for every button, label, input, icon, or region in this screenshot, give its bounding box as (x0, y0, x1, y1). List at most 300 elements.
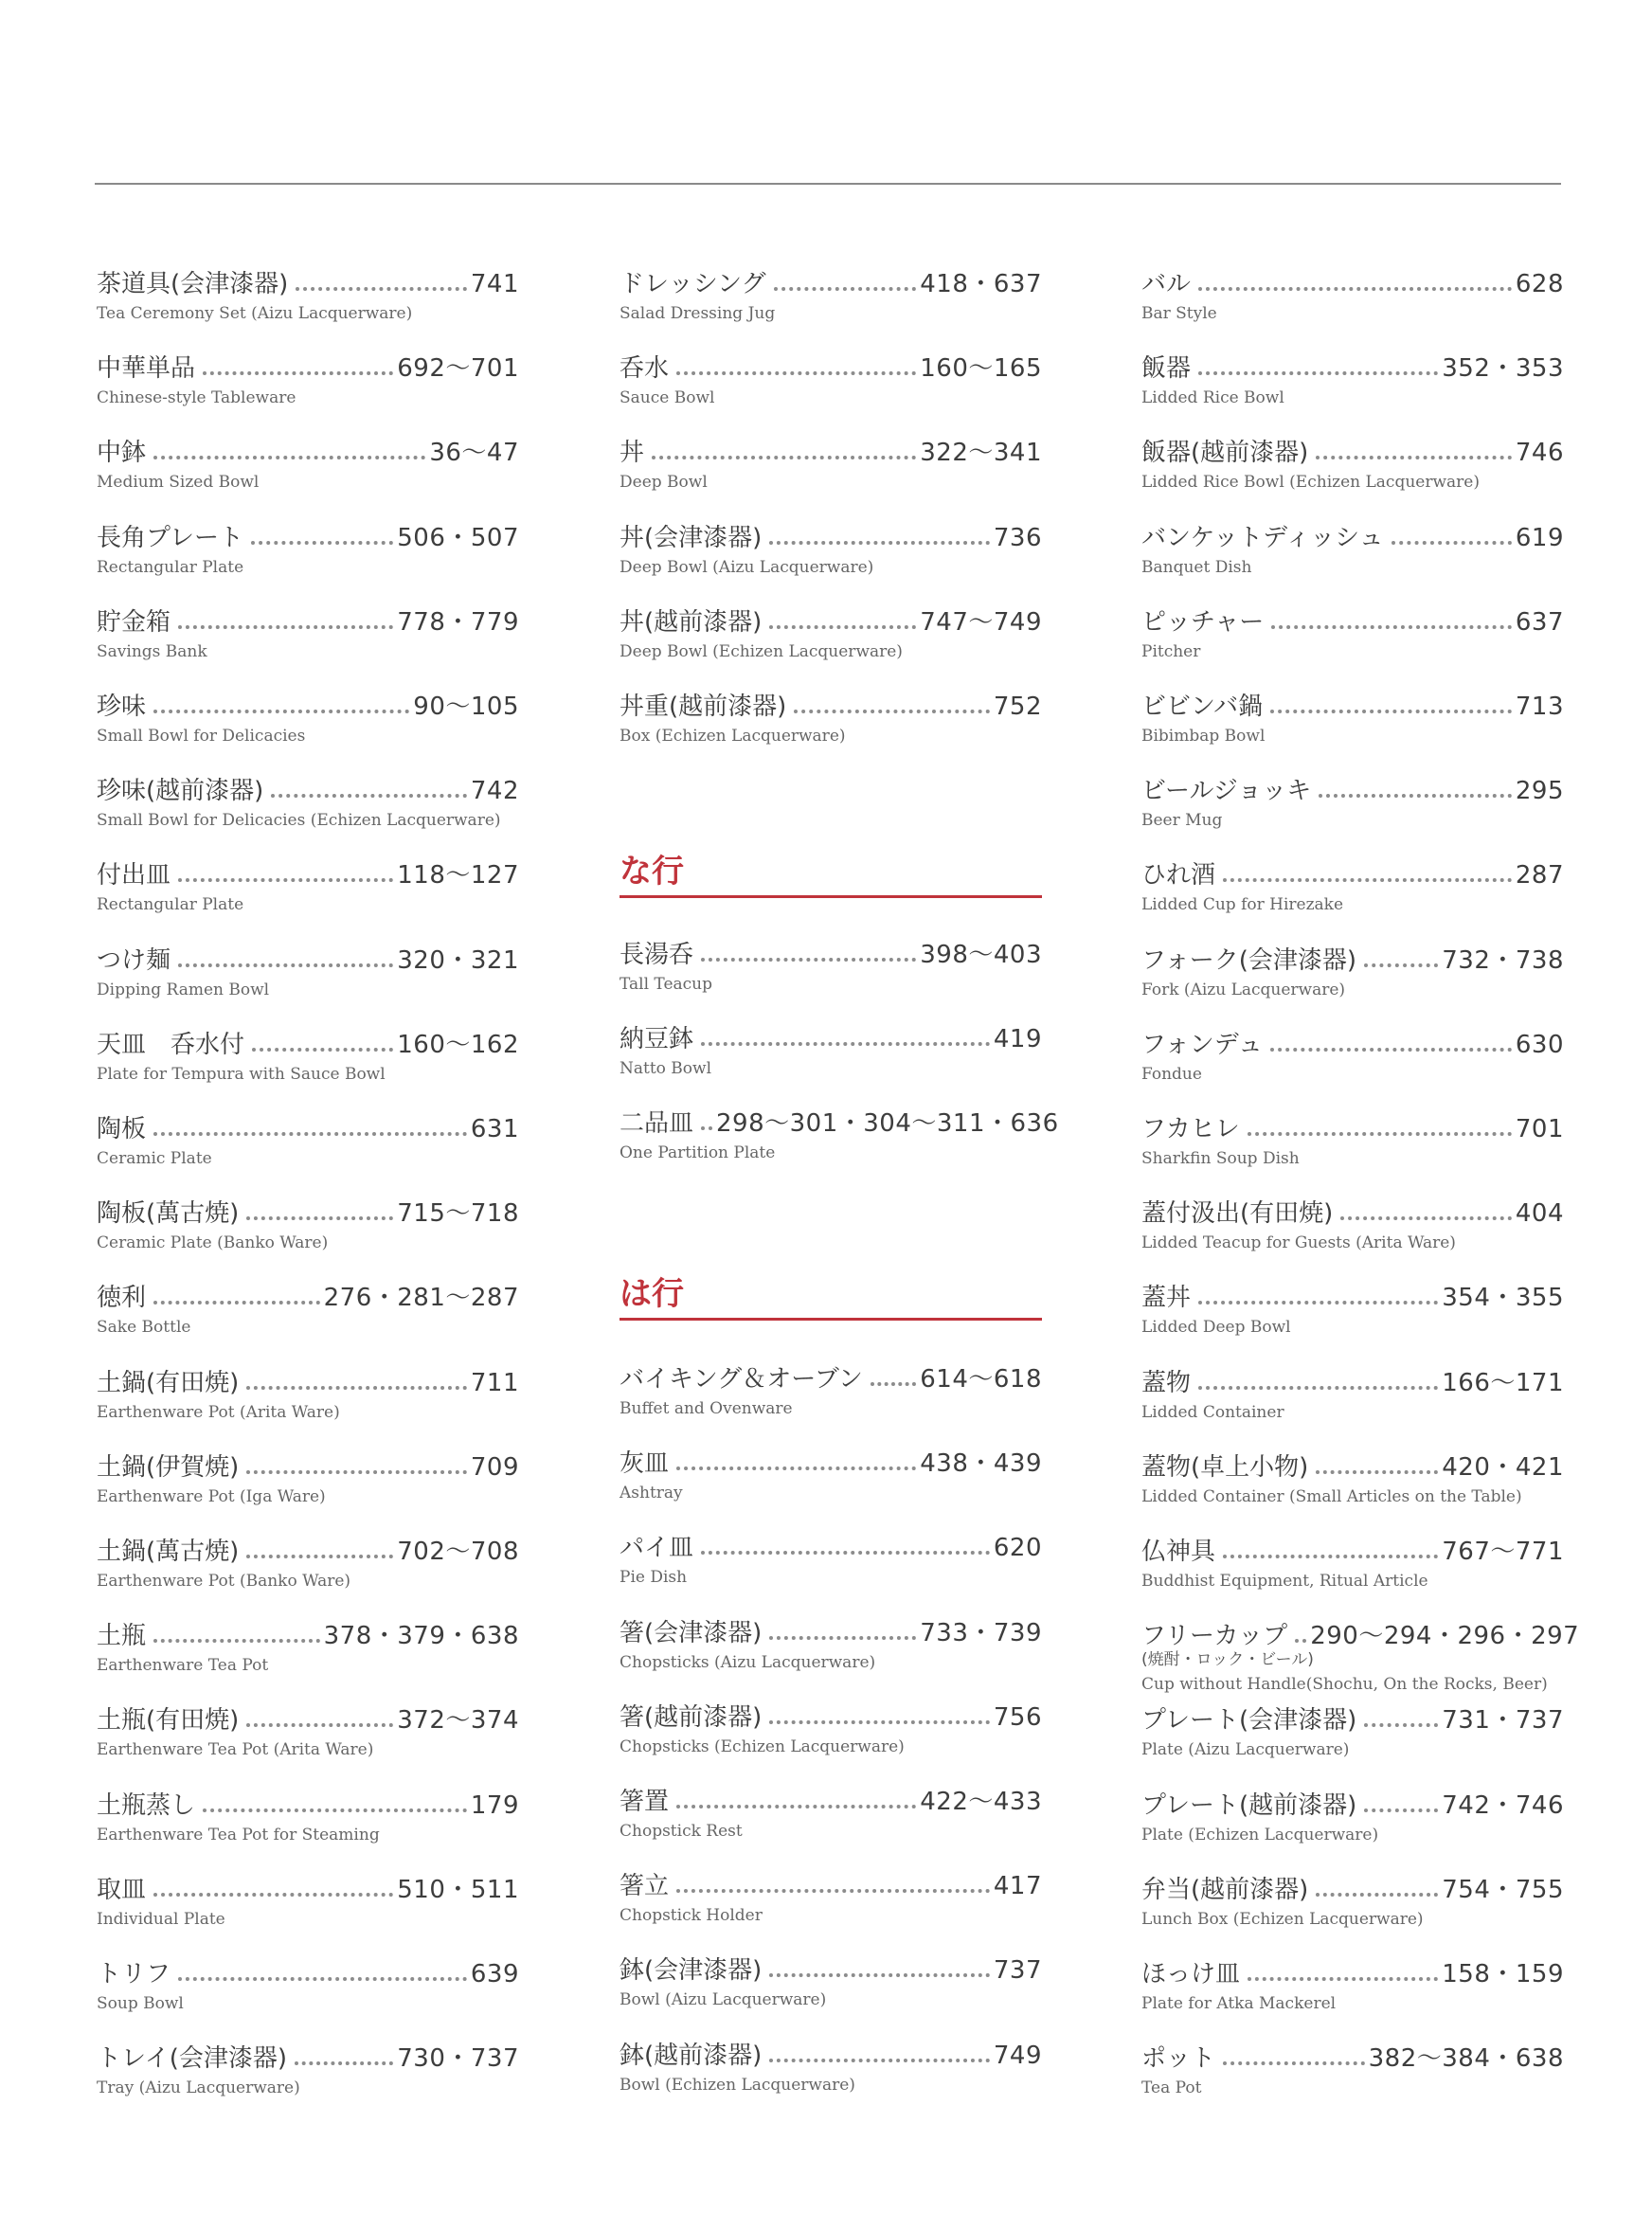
entry-page-numbers: 747～749 (920, 608, 1042, 637)
entry-line (97, 1106, 519, 1144)
dotted-leader (1364, 1808, 1438, 1812)
index-entry (1141, 1613, 1580, 1694)
index-entry (620, 1017, 1042, 1092)
entry-japanese-term: フォーク(会津漆器) (1141, 946, 1356, 975)
dotted-leader (769, 1636, 916, 1640)
entry-japanese-term: 箸(越前漆器) (620, 1703, 763, 1732)
index-entry (620, 430, 1042, 506)
entry-english-translation: Tray (Aizu Lacquerware) (97, 2078, 300, 2097)
index-entry (1141, 1106, 1564, 1182)
dotted-leader (246, 1386, 467, 1390)
dotted-leader (701, 1042, 990, 1046)
entry-line (620, 346, 1042, 384)
entry-english-translation: Small Bowl for Delicacies (97, 727, 306, 746)
entry-english-translation: Earthenware Tea Pot for Steaming (97, 1826, 380, 1844)
entry-line (97, 261, 519, 299)
entry-line (1141, 853, 1564, 891)
entry-line (620, 430, 1042, 468)
entry-japanese-term: 珍味 (97, 693, 147, 721)
section-rule (620, 1318, 1042, 1321)
index-entry (97, 1698, 519, 1773)
entry-japanese-term: 陶板 (97, 1115, 147, 1143)
entry-line (97, 768, 519, 806)
index-entry (97, 768, 519, 844)
entry-page-numbers: 160～165 (920, 354, 1042, 383)
dotted-leader (246, 1216, 393, 1220)
entry-line (1141, 1275, 1564, 1313)
entry-page-numbers: 631 (470, 1115, 519, 1143)
index-entry (1141, 600, 1564, 675)
entry-page-numbers: 372～374 (397, 1706, 519, 1735)
entry-japanese-term: フォンデュ (1141, 1031, 1263, 1059)
dotted-leader (153, 710, 409, 713)
entry-japanese-term: 中鉢 (97, 439, 147, 467)
dotted-leader (676, 371, 916, 375)
entry-line (97, 1613, 519, 1651)
index-entry (97, 1022, 519, 1098)
entry-page-numbers: 298～301・304～311・636 (716, 1109, 1059, 1138)
entry-japanese-term: 箸(会津漆器) (620, 1619, 763, 1647)
entry-japanese-term: 納豆鉢 (620, 1025, 694, 1053)
entry-line (97, 1191, 519, 1229)
entry-line (620, 684, 1042, 722)
entry-japanese-term: トリフ (97, 1960, 171, 1988)
section-title: は行 (620, 1275, 684, 1313)
entry-page-numbers: 736 (993, 524, 1042, 552)
entry-note: (焼酎・ロック・ビール) (1141, 1650, 1314, 1669)
entry-japanese-term: 蓋物(卓上小物) (1141, 1453, 1309, 1482)
entry-japanese-term: 徳利 (97, 1284, 147, 1312)
index-entry (620, 1610, 1042, 1686)
index-entry (620, 1441, 1042, 1517)
entry-page-numbers: 36～47 (429, 439, 519, 467)
entry-page-numbers: 742・746 (1442, 1791, 1564, 1820)
dotted-leader (1270, 1048, 1512, 1052)
entry-japanese-term: 土鍋(萬古焼) (97, 1538, 240, 1566)
entry-english-translation: Earthenware Pot (Iga Ware) (97, 1487, 326, 1506)
index-entry (620, 932, 1042, 1008)
entry-english-translation: Ceramic Plate (97, 1149, 212, 1168)
dotted-leader (1223, 2061, 1365, 2065)
entry-page-numbers: 290～294・296・297 (1310, 1622, 1580, 1650)
entry-english-translation: Savings Bank (97, 642, 207, 661)
section-rule (620, 895, 1042, 898)
dotted-leader (153, 456, 425, 459)
entry-line (97, 853, 519, 891)
entry-page-numbers: 619 (1515, 524, 1564, 552)
entry-line (1141, 1106, 1564, 1144)
top-divider (95, 183, 1561, 185)
entry-japanese-term: 二品皿 (620, 1109, 694, 1138)
index-entry (97, 1191, 519, 1267)
entry-page-numbers: 628 (1515, 270, 1564, 298)
entry-english-translation: Plate for Tempura with Sauce Bowl (97, 1065, 386, 1084)
entry-english-translation: Deep Bowl (Aizu Lacquerware) (620, 558, 874, 577)
entry-japanese-term: 丼 (620, 439, 645, 467)
index-entry (97, 1783, 519, 1859)
entry-english-translation: Chopsticks (Aizu Lacquerware) (620, 1653, 876, 1672)
entry-line (1141, 1191, 1564, 1229)
entry-japanese-term: 土鍋(伊賀焼) (97, 1453, 240, 1482)
index-entry (1141, 1783, 1564, 1859)
entry-line (1141, 1698, 1564, 1736)
index-entry (97, 600, 519, 675)
entry-line (620, 932, 1042, 970)
index-entry (1141, 1022, 1564, 1098)
dotted-leader (203, 1808, 467, 1812)
index-entry (1141, 261, 1564, 337)
index-entry (1141, 853, 1564, 928)
entry-line (620, 1357, 1042, 1394)
entry-japanese-term: 丼(越前漆器) (620, 608, 763, 637)
entry-english-translation: Lidded Rice Bowl (1141, 388, 1284, 407)
dotted-leader (153, 1893, 393, 1897)
dotted-leader (1392, 541, 1512, 545)
entry-english-translation: Buffet and Ovenware (620, 1399, 793, 1418)
entry-line (1141, 684, 1564, 722)
entry-page-numbers: 398～403 (920, 941, 1042, 969)
entry-page-numbers: 733・739 (920, 1619, 1042, 1647)
entry-japanese-term: つけ麺 (97, 946, 171, 975)
entry-page-numbers: 422～433 (920, 1788, 1042, 1816)
entry-japanese-term: 長湯呑 (620, 941, 694, 969)
dotted-leader (1316, 1893, 1438, 1897)
entry-page-numbers: 778・779 (397, 608, 519, 637)
entry-page-numbers: 276・281～287 (323, 1284, 519, 1312)
entry-japanese-term: 丼(会津漆器) (620, 524, 763, 552)
entry-page-numbers: 732・738 (1442, 946, 1564, 975)
entry-english-translation: Rectangular Plate (97, 558, 244, 577)
dotted-leader (769, 541, 990, 545)
entry-japanese-term: 箸立 (620, 1872, 670, 1900)
entry-line (620, 515, 1042, 553)
entry-english-translation: Deep Bowl (620, 473, 708, 492)
entry-japanese-term: ドレッシング (620, 270, 766, 298)
entry-english-translation: Box (Echizen Lacquerware) (620, 727, 846, 746)
entry-page-numbers: 639 (470, 1960, 519, 1988)
entry-english-translation: Sake Bottle (97, 1318, 191, 1337)
entry-english-translation: Rectangular Plate (97, 895, 244, 914)
dotted-leader (203, 371, 393, 375)
entry-english-translation: Buddhist Equipment, Ritual Article (1141, 1572, 1428, 1591)
dotted-leader (1198, 1301, 1438, 1304)
entry-english-translation: Deep Bowl (Echizen Lacquerware) (620, 642, 903, 661)
entry-line (97, 430, 519, 468)
dotted-leader (769, 2059, 990, 2062)
entry-japanese-term: 茶道具(会津漆器) (97, 270, 289, 298)
entry-japanese-term: 飯器 (1141, 354, 1192, 383)
index-entry (620, 346, 1042, 422)
dotted-leader (701, 1551, 990, 1555)
entry-english-translation: Pie Dish (620, 1568, 688, 1587)
dotted-leader (769, 1720, 990, 1724)
entry-japanese-term: プレート(越前漆器) (1141, 1791, 1357, 1820)
dotted-leader (296, 287, 467, 291)
entry-line (97, 1360, 519, 1398)
index-entry (620, 1948, 1042, 2024)
dotted-leader (246, 1470, 467, 1474)
index-entry (1141, 1191, 1564, 1267)
entry-line (1141, 768, 1564, 806)
entry-english-translation: Pitcher (1141, 642, 1201, 661)
entry-page-numbers: 701 (1515, 1115, 1564, 1143)
entry-japanese-term: バイキング＆オーブン (620, 1365, 863, 1394)
entry-japanese-term: トレイ(会津漆器) (97, 2044, 287, 2073)
entry-page-numbers: 90～105 (413, 693, 519, 721)
entry-japanese-term: ほっけ皿 (1141, 1960, 1241, 1988)
entry-japanese-term: ひれ酒 (1141, 861, 1216, 890)
entry-english-translation: Ceramic Plate (Banko Ware) (97, 1233, 329, 1252)
entry-line (97, 2036, 519, 2074)
entry-japanese-term: 箸置 (620, 1788, 670, 1816)
index-entry (1141, 684, 1564, 760)
index-entry (97, 1867, 519, 1943)
entry-japanese-term: フリーカップ (1141, 1622, 1288, 1650)
index-entry (97, 346, 519, 422)
dotted-leader (1295, 1639, 1306, 1643)
entry-line (1141, 346, 1564, 384)
entry-japanese-term: バル (1141, 270, 1192, 298)
entry-english-translation: Bar Style (1141, 304, 1217, 323)
entry-japanese-term: 丼重(越前漆器) (620, 693, 787, 721)
entry-line (97, 684, 519, 722)
dotted-leader (1364, 1723, 1438, 1727)
entry-page-numbers: 767～771 (1442, 1538, 1564, 1566)
entry-japanese-term: 土鍋(有田焼) (97, 1369, 240, 1397)
entry-page-numbers: 637 (1515, 608, 1564, 637)
entry-line (97, 938, 519, 976)
entry-page-numbers: 715～718 (397, 1199, 519, 1228)
index-entry (620, 261, 1042, 337)
dotted-leader (1198, 371, 1438, 375)
entry-line (1141, 1952, 1564, 1989)
entry-japanese-term: 土瓶蒸し (97, 1791, 196, 1820)
index-entry (97, 1360, 519, 1436)
entry-page-numbers: 510・511 (397, 1876, 519, 1904)
entry-page-numbers: 438・439 (920, 1449, 1042, 1478)
dotted-leader (1198, 1386, 1438, 1390)
entry-japanese-term: 珍味(越前漆器) (97, 777, 264, 805)
entry-line (1141, 515, 1564, 553)
index-entry (97, 515, 519, 591)
entry-english-translation: Chopsticks (Echizen Lacquerware) (620, 1737, 905, 1756)
entry-english-translation: One Partition Plate (620, 1143, 776, 1162)
entry-english-translation: Soup Bowl (97, 1994, 184, 2013)
dotted-leader (153, 1132, 467, 1136)
index-entry (97, 938, 519, 1014)
entry-english-translation: Plate for Atka Mackerel (1141, 1994, 1337, 2013)
entry-english-translation: Bibimbap Bowl (1141, 727, 1266, 746)
entry-japanese-term: 取皿 (97, 1876, 147, 1904)
entry-line (620, 1779, 1042, 1817)
entry-english-translation: Fork (Aizu Lacquerware) (1141, 981, 1346, 999)
index-entry (620, 1101, 1059, 1177)
entry-line (97, 600, 519, 638)
entry-page-numbers: 756 (993, 1703, 1042, 1732)
entry-line (97, 1275, 519, 1313)
entry-page-numbers: 160～162 (397, 1031, 519, 1059)
index-entry (1141, 1445, 1564, 1520)
entry-japanese-term: 弁当(越前漆器) (1141, 1876, 1309, 1904)
entry-japanese-term: ビビンバ鍋 (1141, 693, 1264, 721)
entry-line (1141, 261, 1564, 299)
entry-page-numbers: 506・507 (397, 524, 519, 552)
entry-page-numbers: 741 (470, 270, 519, 298)
entry-english-translation: Banquet Dish (1141, 558, 1252, 577)
entry-japanese-term: 中華単品 (97, 354, 196, 383)
entry-page-numbers: 742 (470, 777, 519, 805)
entry-english-translation: Sharkfin Soup Dish (1141, 1149, 1300, 1168)
entry-line (620, 1695, 1042, 1733)
entry-english-translation: Lidded Container (Small Articles on the Table) (1141, 1487, 1522, 1506)
entry-english-translation: Beer Mug (1141, 811, 1223, 830)
entry-japanese-term: 仏神具 (1141, 1538, 1216, 1566)
dotted-leader (1270, 710, 1512, 713)
dotted-leader (871, 1382, 916, 1386)
entry-english-translation: Natto Bowl (620, 1059, 712, 1078)
index-entry (97, 2036, 519, 2112)
entry-line (97, 515, 519, 553)
entry-page-numbers: 418・637 (920, 270, 1042, 298)
section-header (620, 851, 1042, 898)
entry-page-numbers: 404 (1515, 1199, 1564, 1228)
entry-page-numbers: 419 (993, 1025, 1042, 1053)
entry-japanese-term: プレート(会津漆器) (1141, 1706, 1357, 1735)
dotted-leader (774, 287, 917, 291)
entry-japanese-term: 灰皿 (620, 1449, 670, 1478)
dotted-leader (676, 1889, 990, 1893)
index-entry (97, 430, 519, 506)
entry-japanese-term: 土瓶(有田焼) (97, 1706, 240, 1735)
index-entry (97, 1275, 519, 1351)
index-entry (1141, 346, 1564, 422)
section-title: な行 (620, 853, 684, 891)
index-entry (620, 1863, 1042, 1939)
entry-line (620, 1610, 1042, 1648)
entry-japanese-term: 呑水 (620, 354, 670, 383)
entry-english-translation: Fondue (1141, 1065, 1202, 1084)
entry-line (620, 1441, 1042, 1479)
entry-japanese-term: 鉢(会津漆器) (620, 1956, 763, 1985)
dotted-leader (1223, 878, 1512, 882)
entry-line (620, 1101, 1059, 1139)
entry-english-translation: Earthenware Tea Pot (Arita Ware) (97, 1740, 374, 1759)
entry-english-translation: Bowl (Echizen Lacquerware) (620, 2076, 855, 2095)
entry-page-numbers: 754・755 (1442, 1876, 1564, 1904)
entry-line (620, 261, 1042, 299)
index-entry (620, 600, 1042, 675)
dotted-leader (178, 1977, 467, 1981)
entry-line (1141, 938, 1564, 976)
entry-line (620, 1525, 1042, 1563)
entry-page-numbers: 158・159 (1442, 1960, 1564, 1988)
entry-line (620, 2033, 1042, 2071)
dotted-leader (769, 625, 916, 629)
dotted-leader (701, 1126, 712, 1130)
entry-page-numbers: 749 (993, 2042, 1042, 2070)
entry-english-translation: Medium Sized Bowl (97, 473, 260, 492)
entry-japanese-term: 天皿 呑水付 (97, 1031, 245, 1059)
index-entry (1141, 1529, 1564, 1605)
entry-page-numbers: 711 (470, 1369, 519, 1397)
entry-line (620, 1017, 1042, 1054)
entry-line (97, 1783, 519, 1821)
entry-english-translation: Earthenware Pot (Banko Ware) (97, 1572, 351, 1591)
entry-line (620, 1863, 1042, 1901)
entry-line (620, 600, 1042, 638)
index-entry (620, 2033, 1042, 2109)
entry-page-numbers: 746 (1515, 439, 1564, 467)
entry-japanese-term: パイ皿 (620, 1534, 694, 1562)
entry-english-translation: Lidded Cup for Hirezake (1141, 895, 1344, 914)
entry-japanese-term: 長角プレート (97, 524, 243, 552)
dotted-leader (1319, 794, 1512, 798)
dotted-leader (652, 456, 916, 459)
entry-line (97, 1445, 519, 1483)
entry-line (1141, 2036, 1564, 2074)
entry-line (1141, 1445, 1564, 1483)
index-entry (97, 1613, 519, 1689)
entry-english-translation: Ashtray (620, 1484, 683, 1502)
entry-line (1141, 1867, 1564, 1905)
dotted-leader (1248, 1977, 1438, 1981)
index-entry (97, 853, 519, 928)
entry-line (1141, 1360, 1564, 1398)
dotted-leader (178, 625, 393, 629)
section-header (620, 1273, 1042, 1321)
entry-line (1141, 1613, 1580, 1651)
dotted-leader (246, 1555, 393, 1558)
dotted-leader (178, 878, 393, 882)
entry-line (1141, 1022, 1564, 1060)
dotted-leader (1198, 287, 1512, 291)
index-entry (97, 1445, 519, 1520)
index-entry (1141, 1360, 1564, 1436)
index-entry (97, 684, 519, 760)
entry-page-numbers: 737 (993, 1956, 1042, 1985)
entry-english-translation: Chinese-style Tableware (97, 388, 296, 407)
entry-page-numbers: 630 (1515, 1031, 1564, 1059)
dotted-leader (1316, 1470, 1438, 1474)
entry-english-translation: Small Bowl for Delicacies (Echizen Lacquerware) (97, 811, 501, 830)
entry-line (620, 1948, 1042, 1986)
entry-page-numbers: 730・737 (397, 2044, 519, 2073)
entry-english-translation: Lunch Box (Echizen Lacquerware) (1141, 1910, 1424, 1929)
entry-japanese-term: 土瓶 (97, 1622, 147, 1650)
entry-japanese-term: 鉢(越前漆器) (620, 2042, 763, 2070)
entry-page-numbers: 709 (470, 1453, 519, 1482)
entry-page-numbers: 287 (1515, 861, 1564, 890)
dotted-leader (252, 1048, 393, 1052)
entry-japanese-term: 貯金箱 (97, 608, 171, 637)
dotted-leader (178, 963, 393, 967)
entry-line (1141, 1529, 1564, 1567)
dotted-leader (153, 1301, 320, 1304)
index-entry (97, 261, 519, 337)
index-entry (1141, 1867, 1564, 1943)
entry-english-translation: Earthenware Pot (Arita Ware) (97, 1403, 340, 1422)
entry-english-translation: Dipping Ramen Bowl (97, 981, 270, 999)
dotted-leader (1364, 963, 1438, 967)
entry-english-translation: Tea Pot (1141, 2078, 1202, 2097)
dotted-leader (246, 1723, 393, 1727)
entry-page-numbers: 702～708 (397, 1538, 519, 1566)
index-entry (97, 1106, 519, 1182)
entry-page-numbers: 322～341 (920, 439, 1042, 467)
entry-page-numbers: 320・321 (397, 946, 519, 975)
entry-page-numbers: 731・737 (1442, 1706, 1564, 1735)
index-entry (620, 1695, 1042, 1771)
